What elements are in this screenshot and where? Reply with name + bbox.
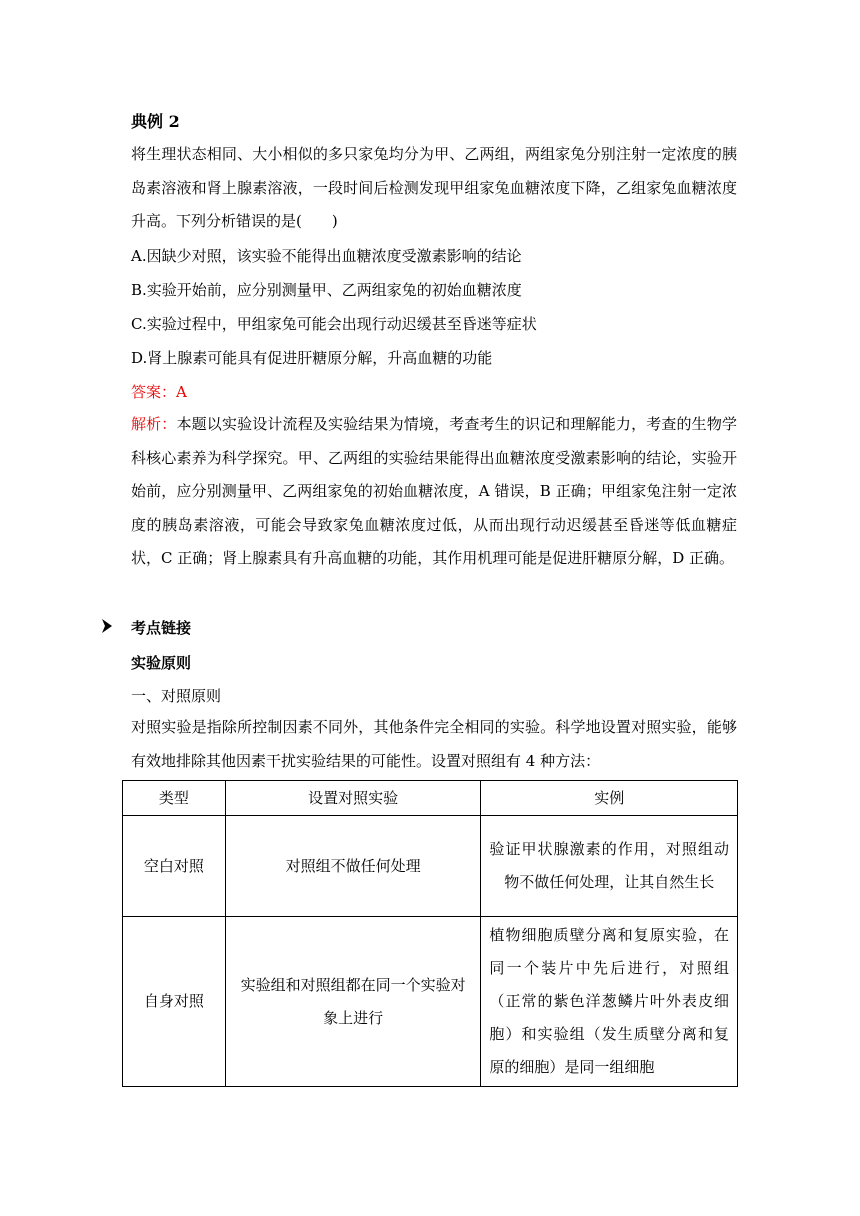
option-b: B.实验开始前，应分别测量甲、乙两组家兔的初始血糖浓度 <box>131 281 522 299</box>
table-row <box>123 917 738 1087</box>
analysis-label: 解析： <box>131 415 177 433</box>
link-subheading: 实验原则 <box>131 654 192 672</box>
header-setting: 设置对照实验 <box>225 781 481 816</box>
header-example: 实例 <box>481 781 738 816</box>
table-header-row <box>123 781 738 816</box>
analysis-paragraph <box>131 408 737 576</box>
option-c: C.实验过程中，甲组家兔可能会出现行动迟缓甚至昏迷等症状 <box>131 315 537 333</box>
option-a: A.因缺少对照，该实验不能得出血糖浓度受激素影响的结论 <box>131 247 522 265</box>
analysis-text: 本题以实验设计流程及实验结果为情境，考查考生的识记和理解能力，考查的生物学科核心素养为科学探究。甲、乙两组的实验结果能得出血糖浓度受激素影响的结论，实验开始前，应分别测量甲、乙两组家兔的初始血糖浓度，A 错误，B 正确；甲组家兔注射一定浓度的胰岛素溶液，可能会导致家兔血糖浓度过低，从而出现行动迟缓甚至昏迷等低血糖症状，C 正确；肾上腺素具有升高血糖的功能，其作用机理可能是促进肝糖原分解，D 正确。 <box>131 415 737 567</box>
cell-type: 自身对照 <box>123 917 226 1087</box>
intro-paragraph: 对照实验是指除所控制因素不同外，其他条件完全相同的实验。科学地设置对照实验，能够有效地排除其他因素干扰实验结果的可能性。设置对照组有 4 种方法： <box>131 718 737 770</box>
table-row <box>123 816 738 917</box>
header-type: 类型 <box>123 781 226 816</box>
link-heading: 考点链接 <box>131 619 192 637</box>
arrow-bullet-icon <box>102 619 112 633</box>
question-text: 将生理状态相同、大小相似的多只家兔均分为甲、乙两组，两组家兔分别注射一定浓度的胰岛素溶液和肾上腺素溶液，一段时间后检测发现甲组家兔血糖浓度下降，乙组家兔血糖浓度升高。下列分析错误的是( ) <box>131 145 737 230</box>
cell-type: 空白对照 <box>123 816 226 917</box>
cell-example: 验证甲状腺激素的作用，对照组动物不做任何处理，让其自然生长 <box>481 816 738 917</box>
answer-label: 答案： <box>131 383 177 401</box>
cell-setting: 对照组不做任何处理 <box>225 816 481 917</box>
example-title: 典例 2 <box>131 112 180 131</box>
section-heading: 一、对照原则 <box>131 687 222 705</box>
control-methods-table <box>122 780 738 1087</box>
answer-value: A <box>176 383 187 401</box>
cell-example: 植物细胞质壁分离和复原实验，在同一个装片中先后进行，对照组（正常的紫色洋葱鳞片叶外表皮细胞）和实验组（发生质壁分离和复原的细胞）是同一组细胞 <box>481 917 738 1087</box>
option-d: D.肾上腺素可能具有促进肝糖原分解，升高血糖的功能 <box>131 349 493 367</box>
cell-setting: 实验组和对照组都在同一个实验对象上进行 <box>225 917 481 1087</box>
answer-line <box>131 380 187 404</box>
